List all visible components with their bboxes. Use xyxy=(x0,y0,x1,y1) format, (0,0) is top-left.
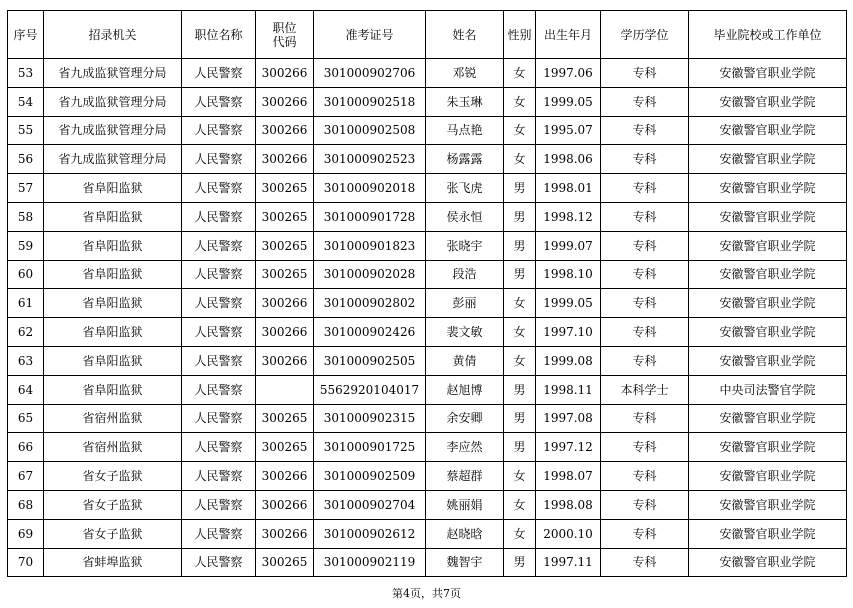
cell-birth: 1999.08 xyxy=(536,346,601,375)
cell-index: 63 xyxy=(8,346,44,375)
cell-position-name: 人民警察 xyxy=(182,548,256,577)
cell-school: 安徽警官职业学院 xyxy=(689,116,847,145)
cell-school: 安徽警官职业学院 xyxy=(689,59,847,88)
cell-position-code: 300266 xyxy=(256,145,314,174)
table-row xyxy=(8,202,847,231)
table-row xyxy=(8,116,847,145)
cell-school: 安徽警官职业学院 xyxy=(689,490,847,519)
cell-name: 李应然 xyxy=(426,433,504,462)
cell-index: 61 xyxy=(8,289,44,318)
cell-position-name: 人民警察 xyxy=(182,202,256,231)
cell-index: 70 xyxy=(8,548,44,577)
cell-gender: 男 xyxy=(504,260,536,289)
cell-birth: 1998.07 xyxy=(536,462,601,491)
cell-position-code: 300266 xyxy=(256,87,314,116)
cell-school: 安徽警官职业学院 xyxy=(689,174,847,203)
cell-birth: 1998.12 xyxy=(536,202,601,231)
table-row xyxy=(8,59,847,88)
cell-education: 专科 xyxy=(601,231,689,260)
header-row xyxy=(8,11,847,59)
cell-ticket-number: 301000902505 xyxy=(314,346,426,375)
cell-position-code: 300265 xyxy=(256,202,314,231)
cell-education: 专科 xyxy=(601,548,689,577)
cell-position-code: 300266 xyxy=(256,490,314,519)
cell-name: 侯永恒 xyxy=(426,202,504,231)
cell-index: 62 xyxy=(8,318,44,347)
cell-education: 专科 xyxy=(601,490,689,519)
admission-table xyxy=(7,10,847,577)
cell-position-name: 人民警察 xyxy=(182,260,256,289)
table-row xyxy=(8,174,847,203)
cell-birth: 1998.06 xyxy=(536,145,601,174)
cell-ticket-number: 301000902706 xyxy=(314,59,426,88)
table-row xyxy=(8,404,847,433)
cell-index: 53 xyxy=(8,59,44,88)
cell-gender: 女 xyxy=(504,462,536,491)
cell-index: 69 xyxy=(8,519,44,548)
col-header-agency: 招录机关 xyxy=(44,11,182,59)
cell-education: 专科 xyxy=(601,202,689,231)
col-header-position-name: 职位名称 xyxy=(182,11,256,59)
cell-name: 邓锐 xyxy=(426,59,504,88)
cell-agency: 省宿州监狱 xyxy=(44,404,182,433)
cell-agency: 省九成监狱管理分局 xyxy=(44,87,182,116)
cell-agency: 省阜阳监狱 xyxy=(44,202,182,231)
cell-position-code: 300266 xyxy=(256,462,314,491)
cell-agency: 省阜阳监狱 xyxy=(44,375,182,404)
table-body xyxy=(8,59,847,577)
cell-education: 专科 xyxy=(601,145,689,174)
cell-ticket-number: 301000902802 xyxy=(314,289,426,318)
col-header-ticket-number: 准考证号 xyxy=(314,11,426,59)
cell-position-name: 人民警察 xyxy=(182,490,256,519)
cell-agency: 省阜阳监狱 xyxy=(44,289,182,318)
cell-name: 赵晓晗 xyxy=(426,519,504,548)
cell-gender: 男 xyxy=(504,404,536,433)
page-footer: 第4页，共7页 xyxy=(392,587,461,600)
cell-agency: 省九成监狱管理分局 xyxy=(44,116,182,145)
cell-position-name: 人民警察 xyxy=(182,145,256,174)
table-row xyxy=(8,318,847,347)
cell-school: 安徽警官职业学院 xyxy=(689,462,847,491)
cell-position-code: 300265 xyxy=(256,433,314,462)
cell-gender: 女 xyxy=(504,145,536,174)
cell-ticket-number: 301000902028 xyxy=(314,260,426,289)
cell-education: 专科 xyxy=(601,260,689,289)
cell-birth: 1999.07 xyxy=(536,231,601,260)
cell-index: 58 xyxy=(8,202,44,231)
cell-birth: 2000.10 xyxy=(536,519,601,548)
cell-education: 专科 xyxy=(601,289,689,318)
cell-gender: 女 xyxy=(504,87,536,116)
cell-ticket-number: 301000902426 xyxy=(314,318,426,347)
cell-position-name: 人民警察 xyxy=(182,462,256,491)
cell-school: 安徽警官职业学院 xyxy=(689,145,847,174)
cell-index: 67 xyxy=(8,462,44,491)
cell-position-code: 300265 xyxy=(256,548,314,577)
cell-position-code: 300266 xyxy=(256,318,314,347)
cell-school: 安徽警官职业学院 xyxy=(689,548,847,577)
cell-position-name: 人民警察 xyxy=(182,174,256,203)
cell-name: 黄倩 xyxy=(426,346,504,375)
cell-school: 安徽警官职业学院 xyxy=(689,318,847,347)
cell-name: 张飞虎 xyxy=(426,174,504,203)
cell-education: 专科 xyxy=(601,116,689,145)
cell-ticket-number: 301000902612 xyxy=(314,519,426,548)
cell-gender: 女 xyxy=(504,490,536,519)
cell-index: 66 xyxy=(8,433,44,462)
cell-education: 专科 xyxy=(601,87,689,116)
cell-position-code: 300266 xyxy=(256,116,314,145)
cell-birth: 1999.05 xyxy=(536,87,601,116)
cell-agency: 省九成监狱管理分局 xyxy=(44,59,182,88)
table-row xyxy=(8,145,847,174)
cell-birth: 1997.12 xyxy=(536,433,601,462)
cell-position-code: 300265 xyxy=(256,260,314,289)
cell-education: 专科 xyxy=(601,462,689,491)
cell-name: 马点艳 xyxy=(426,116,504,145)
cell-position-code: 300266 xyxy=(256,59,314,88)
cell-ticket-number: 301000902518 xyxy=(314,87,426,116)
cell-ticket-number: 301000902523 xyxy=(314,145,426,174)
cell-name: 姚丽娟 xyxy=(426,490,504,519)
cell-gender: 男 xyxy=(504,548,536,577)
cell-ticket-number: 301000901823 xyxy=(314,231,426,260)
cell-education: 专科 xyxy=(601,346,689,375)
cell-gender: 男 xyxy=(504,174,536,203)
cell-position-name: 人民警察 xyxy=(182,375,256,404)
cell-agency: 省阜阳监狱 xyxy=(44,318,182,347)
cell-agency: 省蚌埠监狱 xyxy=(44,548,182,577)
cell-ticket-number: 301000902704 xyxy=(314,490,426,519)
table-row xyxy=(8,375,847,404)
cell-index: 55 xyxy=(8,116,44,145)
cell-index: 54 xyxy=(8,87,44,116)
cell-education: 专科 xyxy=(601,519,689,548)
cell-birth: 1999.05 xyxy=(536,289,601,318)
cell-birth: 1997.08 xyxy=(536,404,601,433)
cell-index: 59 xyxy=(8,231,44,260)
cell-position-name: 人民警察 xyxy=(182,433,256,462)
cell-agency: 省阜阳监狱 xyxy=(44,260,182,289)
cell-position-name: 人民警察 xyxy=(182,59,256,88)
cell-school: 安徽警官职业学院 xyxy=(689,289,847,318)
cell-education: 专科 xyxy=(601,174,689,203)
cell-school: 安徽警官职业学院 xyxy=(689,260,847,289)
cell-education: 专科 xyxy=(601,318,689,347)
cell-name: 魏智宇 xyxy=(426,548,504,577)
col-header-index: 序号 xyxy=(8,11,44,59)
cell-position-code: 300265 xyxy=(256,231,314,260)
cell-position-name: 人民警察 xyxy=(182,116,256,145)
table-row xyxy=(8,462,847,491)
cell-birth: 1995.07 xyxy=(536,116,601,145)
table-row xyxy=(8,519,847,548)
cell-school: 安徽警官职业学院 xyxy=(689,231,847,260)
cell-school: 安徽警官职业学院 xyxy=(689,433,847,462)
cell-school: 中央司法警官学院 xyxy=(689,375,847,404)
cell-position-code: 300266 xyxy=(256,346,314,375)
cell-position-name: 人民警察 xyxy=(182,231,256,260)
table-row xyxy=(8,260,847,289)
cell-birth: 1998.11 xyxy=(536,375,601,404)
cell-gender: 女 xyxy=(504,289,536,318)
cell-gender: 女 xyxy=(504,318,536,347)
cell-name: 余安卿 xyxy=(426,404,504,433)
cell-agency: 省女子监狱 xyxy=(44,519,182,548)
col-header-education: 学历学位 xyxy=(601,11,689,59)
cell-school: 安徽警官职业学院 xyxy=(689,404,847,433)
cell-ticket-number: 301000901725 xyxy=(314,433,426,462)
cell-position-code: 300265 xyxy=(256,174,314,203)
cell-position-name: 人民警察 xyxy=(182,519,256,548)
cell-position-name: 人民警察 xyxy=(182,404,256,433)
cell-agency: 省阜阳监狱 xyxy=(44,346,182,375)
cell-position-name: 人民警察 xyxy=(182,87,256,116)
table-row xyxy=(8,289,847,318)
cell-gender: 女 xyxy=(504,116,536,145)
cell-index: 60 xyxy=(8,260,44,289)
cell-agency: 省女子监狱 xyxy=(44,490,182,519)
col-header-birth: 出生年月 xyxy=(536,11,601,59)
cell-gender: 男 xyxy=(504,433,536,462)
cell-name: 蔡超群 xyxy=(426,462,504,491)
cell-agency: 省女子监狱 xyxy=(44,462,182,491)
cell-ticket-number: 301000902509 xyxy=(314,462,426,491)
table-row xyxy=(8,231,847,260)
cell-school: 安徽警官职业学院 xyxy=(689,519,847,548)
cell-gender: 女 xyxy=(504,519,536,548)
cell-position-code: 300265 xyxy=(256,404,314,433)
cell-birth: 1997.10 xyxy=(536,318,601,347)
cell-name: 张晓宇 xyxy=(426,231,504,260)
cell-ticket-number: 301000902018 xyxy=(314,174,426,203)
cell-gender: 男 xyxy=(504,375,536,404)
cell-ticket-number: 301000902508 xyxy=(314,116,426,145)
cell-gender: 男 xyxy=(504,231,536,260)
col-header-position-code: 职位代码 xyxy=(256,11,314,59)
cell-birth: 1997.11 xyxy=(536,548,601,577)
cell-school: 安徽警官职业学院 xyxy=(689,346,847,375)
cell-gender: 男 xyxy=(504,202,536,231)
cell-gender: 女 xyxy=(504,346,536,375)
cell-birth: 1998.08 xyxy=(536,490,601,519)
table-row xyxy=(8,548,847,577)
cell-education: 专科 xyxy=(601,404,689,433)
cell-agency: 省阜阳监狱 xyxy=(44,231,182,260)
cell-position-code: 300266 xyxy=(256,519,314,548)
col-header-name: 姓名 xyxy=(426,11,504,59)
cell-ticket-number: 5562920104017 xyxy=(314,375,426,404)
cell-index: 65 xyxy=(8,404,44,433)
cell-agency: 省宿州监狱 xyxy=(44,433,182,462)
cell-agency: 省九成监狱管理分局 xyxy=(44,145,182,174)
cell-name: 朱玉琳 xyxy=(426,87,504,116)
cell-index: 68 xyxy=(8,490,44,519)
col-header-gender: 性别 xyxy=(504,11,536,59)
table-row xyxy=(8,87,847,116)
cell-index: 64 xyxy=(8,375,44,404)
cell-name: 赵旭博 xyxy=(426,375,504,404)
table-row xyxy=(8,490,847,519)
cell-agency: 省阜阳监狱 xyxy=(44,174,182,203)
cell-education: 本科学士 xyxy=(601,375,689,404)
cell-school: 安徽警官职业学院 xyxy=(689,87,847,116)
cell-index: 56 xyxy=(8,145,44,174)
table-row xyxy=(8,346,847,375)
cell-birth: 1998.01 xyxy=(536,174,601,203)
cell-ticket-number: 301000902315 xyxy=(314,404,426,433)
cell-ticket-number: 301000902119 xyxy=(314,548,426,577)
cell-position-name: 人民警察 xyxy=(182,346,256,375)
cell-index: 57 xyxy=(8,174,44,203)
cell-name: 段浩 xyxy=(426,260,504,289)
cell-birth: 1997.06 xyxy=(536,59,601,88)
cell-position-name: 人民警察 xyxy=(182,318,256,347)
cell-education: 专科 xyxy=(601,433,689,462)
cell-ticket-number: 301000901728 xyxy=(314,202,426,231)
cell-education: 专科 xyxy=(601,59,689,88)
cell-school: 安徽警官职业学院 xyxy=(689,202,847,231)
cell-position-name: 人民警察 xyxy=(182,289,256,318)
cell-gender: 女 xyxy=(504,59,536,88)
cell-birth: 1998.10 xyxy=(536,260,601,289)
cell-name: 彭丽 xyxy=(426,289,504,318)
col-header-school: 毕业院校或工作单位 xyxy=(689,11,847,59)
cell-position-code: 300266 xyxy=(256,289,314,318)
cell-position-code xyxy=(256,375,314,404)
cell-name: 杨露露 xyxy=(426,145,504,174)
table-row xyxy=(8,433,847,462)
cell-name: 裴文敏 xyxy=(426,318,504,347)
